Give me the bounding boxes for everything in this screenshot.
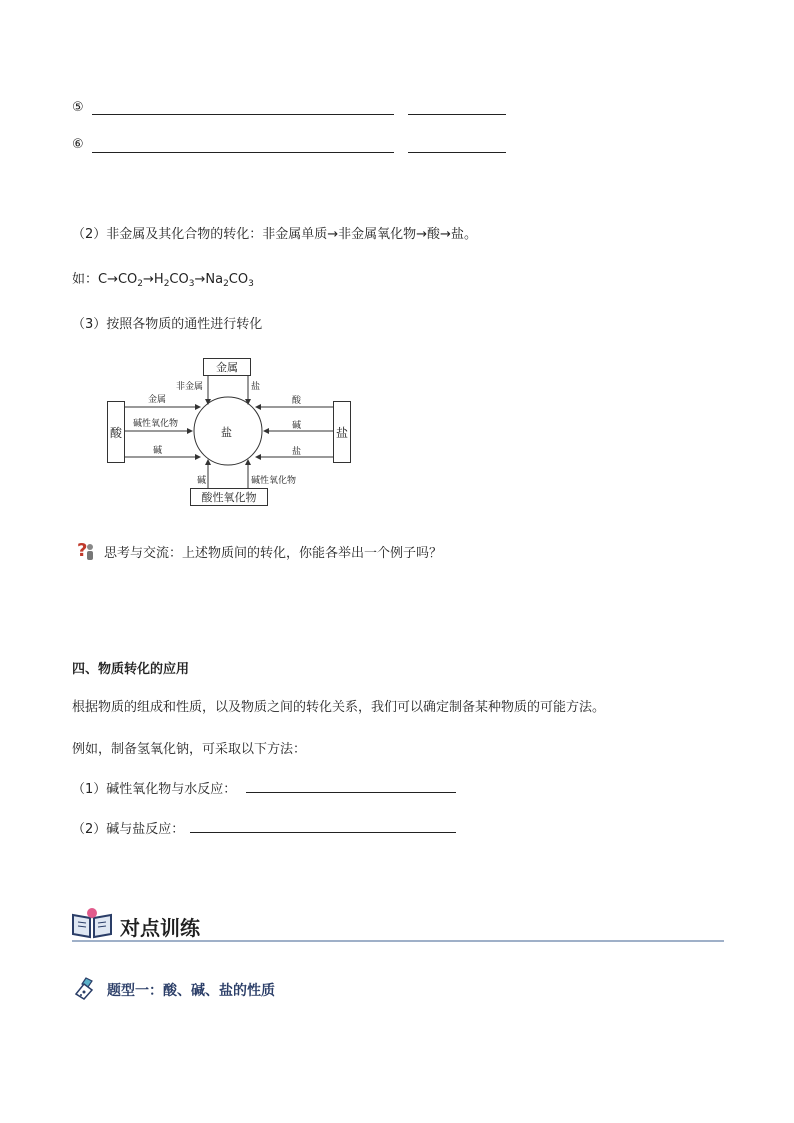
section4-item2: （2）碱与盐反应：	[72, 822, 185, 837]
box-acidic-oxide: 酸性氧化物	[190, 488, 268, 506]
label-metal-left: 金属	[148, 395, 167, 405]
flask-icon	[72, 976, 100, 1002]
center-salt-label: 盐	[221, 426, 232, 439]
box-salt: 盐	[333, 401, 351, 463]
label-basic-oxide-bottom: 碱性氧化物	[251, 476, 297, 486]
section3-text: （3）按照各物质的通性进行转化	[72, 317, 263, 332]
training-title: 对点训练	[120, 916, 200, 940]
answer-line[interactable]	[92, 152, 394, 153]
label-basic-oxide-left: 碱性氧化物	[133, 419, 179, 429]
item-number-6: ⑥	[72, 137, 84, 152]
think-text: 思考与交流：上述物质间的转化，你能各举出一个例子吗？	[104, 546, 443, 561]
think-icon	[74, 539, 96, 561]
answer-line-item2[interactable]	[190, 832, 456, 833]
label-base-right: 碱	[292, 421, 302, 431]
box-acid: 酸	[107, 401, 125, 463]
label-salt-right: 盐	[292, 447, 302, 457]
answer-line-item1[interactable]	[246, 792, 456, 793]
answer-line[interactable]	[92, 114, 394, 115]
answer-line-short[interactable]	[408, 114, 506, 115]
section4-item1: （1）碱性氧化物与水反应：	[72, 782, 237, 797]
training-subtitle: 题型一：酸、碱、盐的性质	[107, 983, 275, 999]
section2-text: （2）非金属及其化合物的转化：非金属单质→非金属氧化物→酸→盐。	[72, 227, 477, 242]
section4-heading: 四、物质转化的应用	[72, 662, 190, 677]
label-base-left: 碱	[153, 446, 163, 456]
title-divider	[72, 940, 724, 942]
section2-example: 如：$C\to CO_2\to H_2CO_3\to Na_2CO_3$	[72, 272, 254, 289]
label-base-bottom: 碱	[197, 476, 207, 486]
svg-text:?: ?	[77, 540, 88, 561]
section4-paragraph: 根据物质的组成和性质，以及物质之间的转化关系，我们可以确定制备某种物质的可能方法。	[72, 700, 606, 715]
label-salt-top: 盐	[251, 382, 261, 392]
section4-example: 例如，制备氢氧化钠，可采取以下方法：	[72, 742, 307, 757]
box-metal: 金属	[203, 358, 251, 376]
item-number-5: ⑤	[72, 100, 84, 115]
label-nonmetal: 非金属	[176, 382, 204, 392]
answer-line-short[interactable]	[408, 152, 506, 153]
book-icon	[70, 906, 114, 940]
label-acid-right: 酸	[292, 396, 302, 406]
